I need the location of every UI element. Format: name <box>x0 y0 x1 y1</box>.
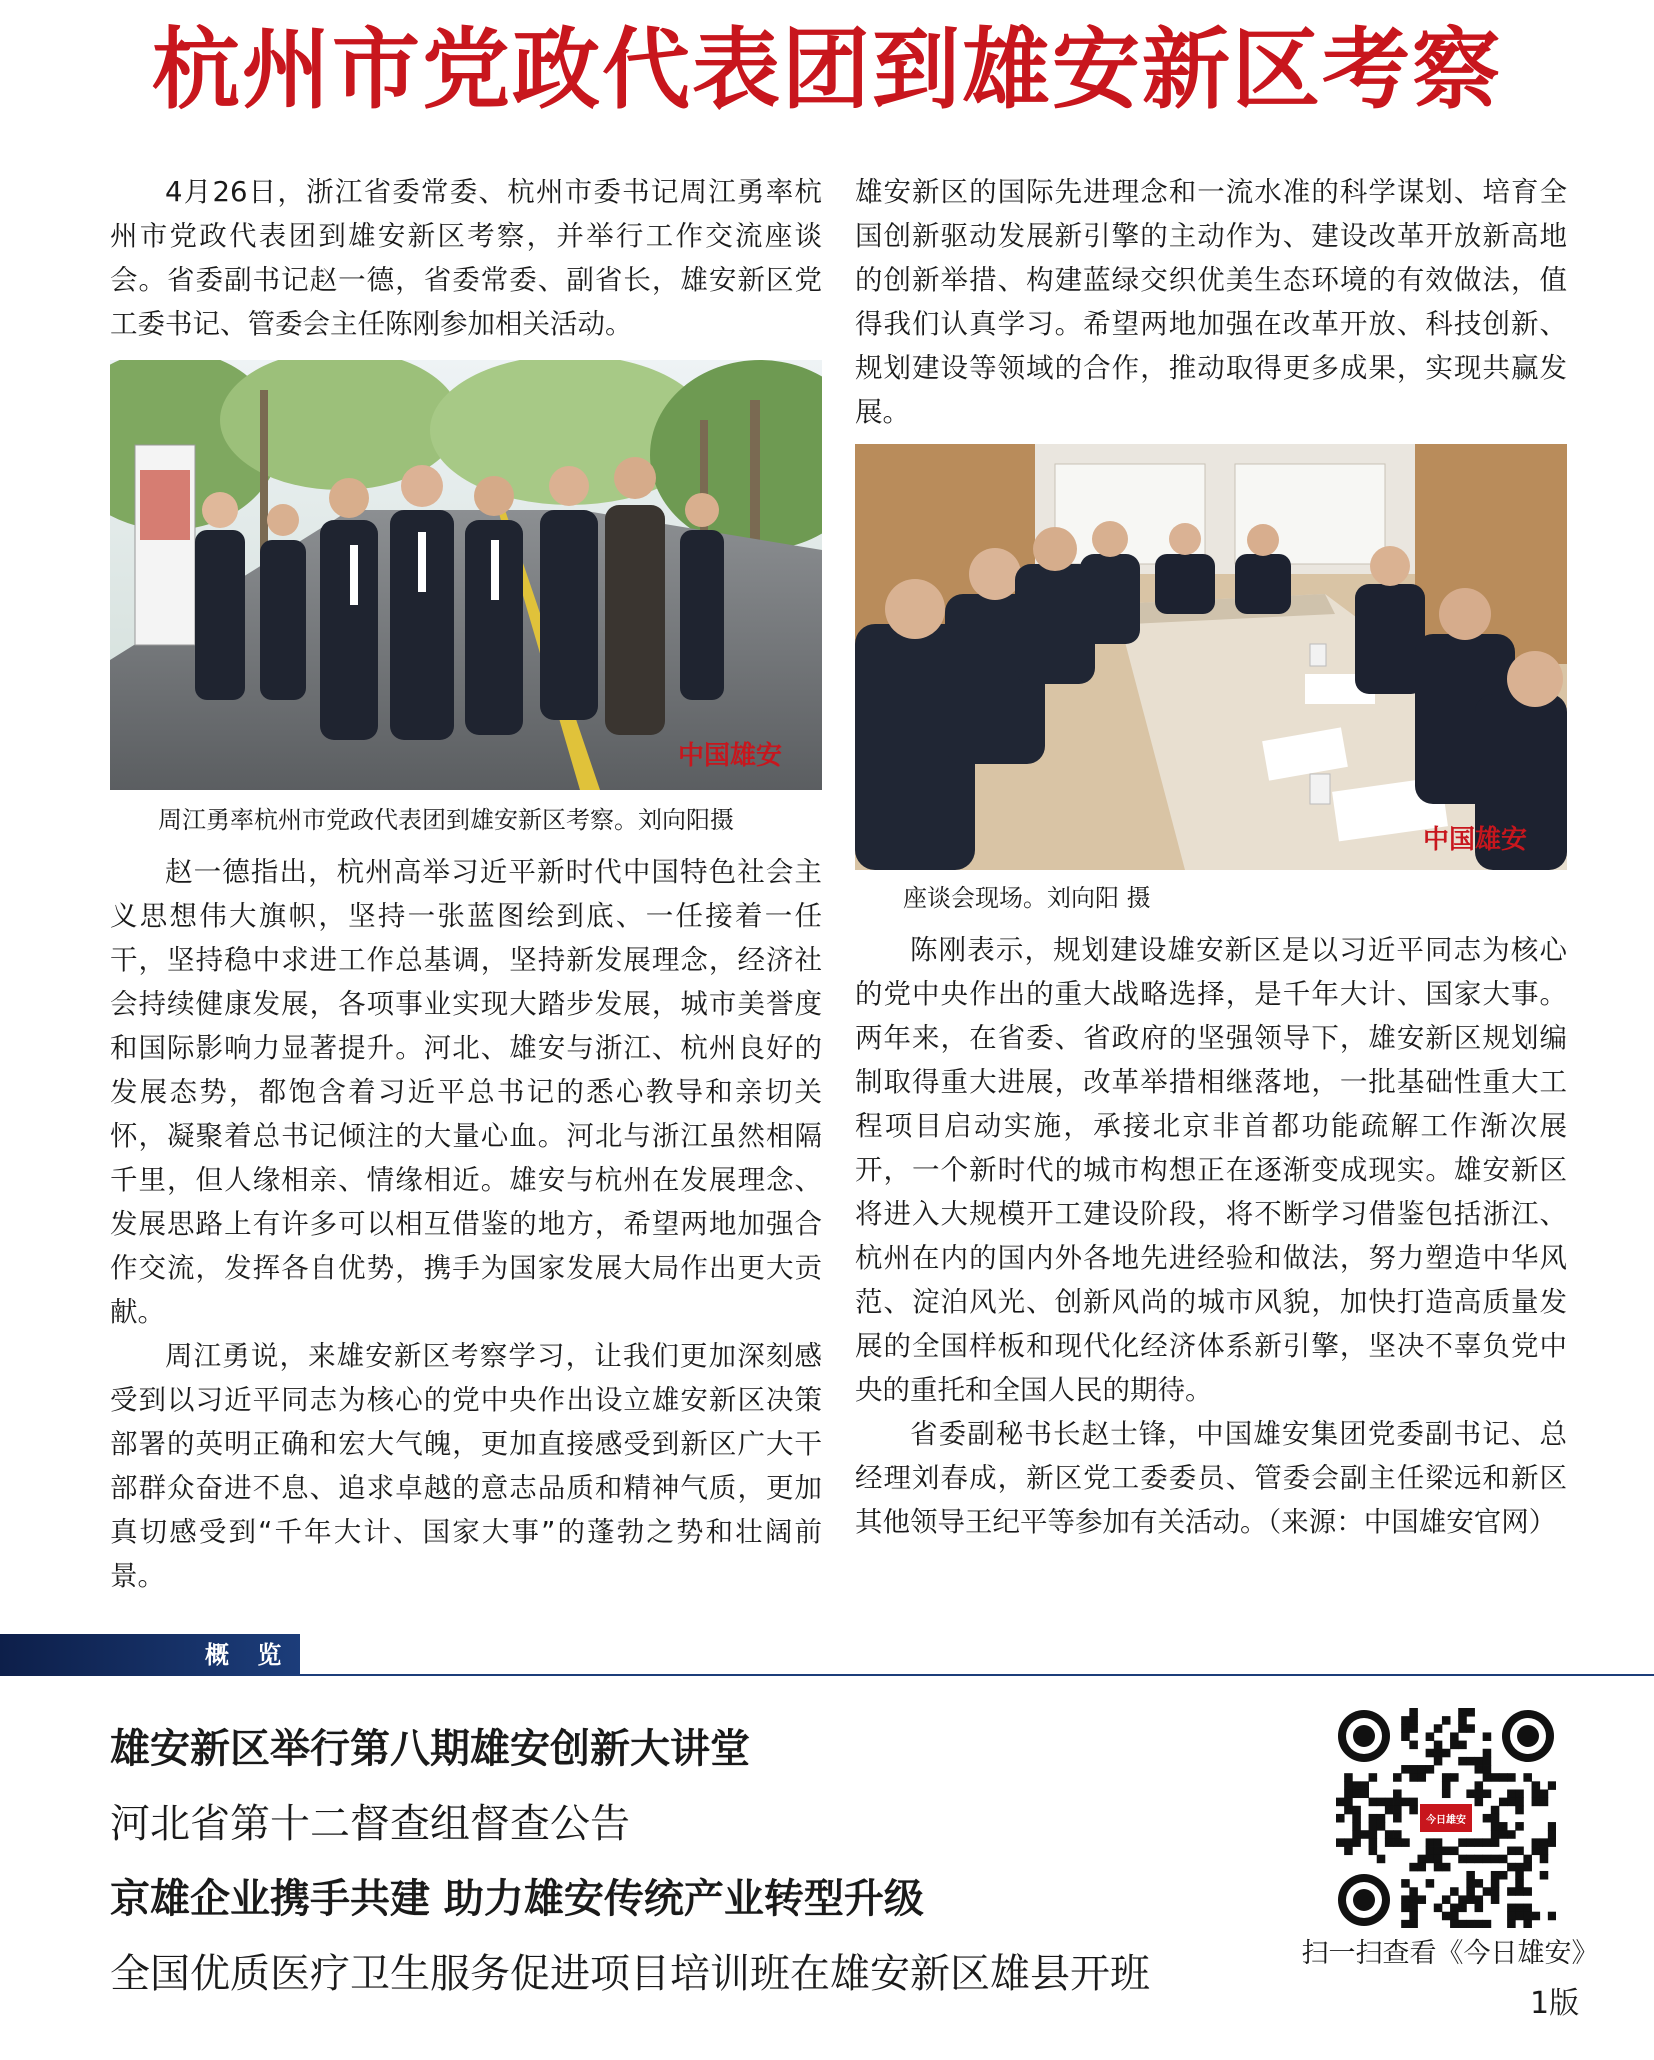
qr-module <box>1442 1749 1451 1758</box>
qr-module <box>1426 1879 1435 1888</box>
qr-module <box>1409 1895 1418 1904</box>
qr-module <box>1515 1879 1524 1888</box>
qr-module <box>1466 1838 1475 1847</box>
qr-module <box>1515 1871 1524 1880</box>
qr-module <box>1491 1806 1500 1815</box>
qr-module <box>1491 1814 1500 1823</box>
qr-module <box>1377 1814 1386 1823</box>
qr-module <box>1507 1773 1516 1782</box>
qr-module <box>1442 1863 1451 1872</box>
qr-module <box>1532 1798 1541 1807</box>
qr-module <box>1548 1838 1556 1847</box>
qr-module <box>1458 1920 1467 1928</box>
qr-module <box>1532 1912 1541 1921</box>
qr-module <box>1523 1904 1532 1913</box>
qr-module <box>1401 1716 1410 1725</box>
qr-module <box>1409 1724 1418 1733</box>
qr-module <box>1515 1789 1524 1798</box>
qr-module <box>1499 1830 1508 1839</box>
qr-module <box>1401 1798 1410 1807</box>
walking-delegation-photo <box>110 360 822 790</box>
meeting-photo-image <box>855 444 1567 870</box>
headline: 杭州市党政代表团到雄安新区考察 <box>151 17 1502 121</box>
qr-module <box>1540 1847 1549 1856</box>
qr-module <box>1483 1789 1492 1798</box>
qr-module <box>1532 1781 1541 1790</box>
qr-module <box>1475 1789 1484 1798</box>
qr-module <box>1401 1838 1410 1847</box>
qr-module <box>1483 1749 1492 1758</box>
qr-module <box>1352 1838 1361 1847</box>
qr-module <box>1442 1789 1451 1798</box>
qr-module <box>1352 1789 1361 1798</box>
qr-module <box>1458 1741 1467 1750</box>
qr-module <box>1352 1822 1361 1831</box>
qr-module <box>1507 1789 1516 1798</box>
qr-module <box>1523 1887 1532 1896</box>
qr-module <box>1360 1781 1369 1790</box>
right-column <box>855 170 1567 1544</box>
qr-module <box>1442 1895 1451 1904</box>
left-paragraph-1: 4月26日，浙江省委常委、杭州市委书记周江勇率杭州市党政代表团到雄安新区考察，并举行工作交流座谈会。省委副书记赵一德，省委常委、副省长，雄安新区党工委书记、管委会主任陈刚参加相关活动。 <box>110 176 822 340</box>
qr-module <box>1475 1855 1484 1864</box>
qr-module <box>1466 1895 1475 1904</box>
qr-module <box>1401 1920 1410 1928</box>
qr-module <box>1369 1773 1378 1782</box>
qr-module <box>1417 1773 1426 1782</box>
qr-module <box>1475 1904 1484 1913</box>
qr-module <box>1393 1798 1402 1807</box>
qr-module <box>1393 1830 1402 1839</box>
qr-module <box>1336 1814 1345 1823</box>
qr-module <box>1369 1838 1378 1847</box>
qr-module <box>1450 1741 1459 1750</box>
qr-module <box>1532 1847 1541 1856</box>
photo-watermark: 中国雄安 <box>677 741 782 771</box>
qr-module <box>1491 1838 1500 1847</box>
qr-module <box>1507 1847 1516 1856</box>
qr-module <box>1434 1838 1443 1847</box>
qr-module <box>1483 1814 1492 1823</box>
qr-module <box>1434 1749 1443 1758</box>
qr-module <box>1393 1806 1402 1815</box>
qr-module <box>1409 1912 1418 1921</box>
qr-module <box>1507 1830 1516 1839</box>
qr-module <box>1434 1724 1443 1733</box>
qr-module <box>1450 1773 1459 1782</box>
overview-divider <box>300 1674 1654 1676</box>
qr-module <box>1417 1765 1426 1774</box>
qr-module <box>1409 1773 1418 1782</box>
qr-module <box>1409 1863 1418 1872</box>
overview-item[interactable]: 雄安新区举行第八期雄安创新大讲堂 <box>110 1726 750 1772</box>
walking-delegation-photo-image <box>110 360 822 790</box>
qr-module <box>1475 1838 1484 1847</box>
qr-module <box>1426 1765 1435 1774</box>
qr-module <box>1426 1855 1435 1864</box>
qr-module <box>1344 1806 1353 1815</box>
qr-module <box>1352 1830 1361 1839</box>
qr-module <box>1540 1855 1549 1864</box>
qr-module <box>1475 1798 1484 1807</box>
qr-module <box>1336 1838 1345 1847</box>
qr-module <box>1523 1855 1532 1864</box>
qr-module <box>1442 1847 1451 1856</box>
qr-module <box>1409 1765 1418 1774</box>
qr-module <box>1466 1708 1475 1717</box>
right-paragraph-2: 陈刚表示，规划建设雄安新区是以习近平同志为核心的党中央作出的重大战略选择，是千年大计、国家大事。两年来，在省委、省政府的坚强领导下，雄安新区规划编制取得重大进展，改革举措相继落地，一批基础性重大工程项目启动实施，承接北京非首都功能疏解工作渐次展开，一个新时代的城市构想正在逐渐变成现实。雄安新区将进入大规模开工建设阶段，将不断学习借鉴包括浙江、杭州在内的国内外各地先进经验和做法，努力塑造中华风范、淀泊风光、创新风尚的城市风貌，加快打造高质量发展的全国样板和现代化经济体系新引擎，坚决不辜负党中央的重托和全国人民的期待。 <box>855 934 1567 1406</box>
qr-module <box>1532 1789 1541 1798</box>
qr-module <box>1523 1773 1532 1782</box>
qr-module <box>1507 1863 1516 1872</box>
qr-module <box>1409 1798 1418 1807</box>
qr-module <box>1442 1912 1451 1921</box>
overview-item[interactable]: 河北省第十二督查组督查公告 <box>110 1801 630 1847</box>
qr-module <box>1483 1773 1492 1782</box>
qr-module <box>1515 1822 1524 1831</box>
qr-module <box>1466 1757 1475 1766</box>
qr-module <box>1548 1822 1556 1831</box>
qr-module <box>1409 1904 1418 1913</box>
qr-module <box>1344 1781 1353 1790</box>
qr-module <box>1532 1838 1541 1847</box>
qr-module <box>1393 1814 1402 1823</box>
qr-module <box>1377 1798 1386 1807</box>
qr-module <box>1475 1879 1484 1888</box>
qr-module <box>1483 1920 1492 1928</box>
overview-banner <box>0 1634 300 1676</box>
qr-module <box>1483 1887 1492 1896</box>
overview-item[interactable]: 全国优质医疗卫生服务促进项目培训班在雄安新区雄县开班 <box>110 1951 1150 1997</box>
qr-module <box>1369 1822 1378 1831</box>
qr-module <box>1352 1814 1361 1823</box>
qr-module <box>1491 1871 1500 1880</box>
qr-module <box>1523 1863 1532 1872</box>
qr-module <box>1458 1716 1467 1725</box>
overview-label: 概 览 <box>205 1641 292 1669</box>
qr-module <box>1434 1863 1443 1872</box>
qr-module <box>1377 1822 1386 1831</box>
qr-module <box>1540 1798 1549 1807</box>
qr-module <box>1475 1765 1484 1774</box>
qr-module <box>1369 1798 1378 1807</box>
qr-module <box>1458 1724 1467 1733</box>
qr-module <box>1515 1904 1524 1913</box>
qr-module <box>1499 1773 1508 1782</box>
qr-module <box>1515 1912 1524 1921</box>
qr-module <box>1483 1765 1492 1774</box>
qr-module <box>1499 1871 1508 1880</box>
overview-item[interactable]: 京雄企业携手共建 助力雄安传统产业转型升级 <box>110 1876 924 1922</box>
qr-module <box>1491 1773 1500 1782</box>
qr-module <box>1434 1741 1443 1750</box>
qr-module <box>1475 1757 1484 1766</box>
qr-module <box>1475 1895 1484 1904</box>
qr-module <box>1515 1863 1524 1872</box>
qr-module <box>1475 1920 1484 1928</box>
left-paragraph-2: 赵一德指出，杭州高举习近平新时代中国特色社会主义思想伟大旗帜，坚持一张蓝图绘到底、一任接着一任干，坚持稳中求进工作总基调，坚持新发展理念，经济社会持续健康发展，各项事业实现大踏步发展，城市美誉度和国际影响力显著提升。河北、雄安与浙江、杭州良好的发展态势，都饱含着习近平总书记的悉心教导和亲切关怀，凝聚着总书记倾注的大量心血。河北与浙江虽然相隔千里，但人缘相亲、情缘相近。雄安与杭州在发展理念、发展思路上有许多可以相互借鉴的地方，希望两地加强合作交流，发挥各自优势，携手为国家发展大局作出更大贡献。 <box>110 856 822 1328</box>
qr-module <box>1491 1895 1500 1904</box>
qr-module <box>1344 1838 1353 1847</box>
qr-module <box>1507 1904 1516 1913</box>
qr-module <box>1352 1781 1361 1790</box>
qr-module <box>1515 1798 1524 1807</box>
qr-module <box>1491 1879 1500 1888</box>
qr-module <box>1458 1708 1467 1717</box>
qr-module <box>1377 1855 1386 1864</box>
qr-module <box>1466 1724 1475 1733</box>
qr-module <box>1523 1920 1532 1928</box>
qr-module <box>1401 1765 1410 1774</box>
qr-finder-bottom-left <box>1338 1874 1390 1926</box>
qr-module <box>1442 1716 1451 1725</box>
qr-module <box>1409 1708 1418 1717</box>
qr-module <box>1401 1879 1410 1888</box>
qr-module <box>1426 1838 1435 1847</box>
qr-module <box>1344 1773 1353 1782</box>
overview-list <box>110 1712 1260 2012</box>
qr-module <box>1336 1798 1345 1807</box>
qr-module <box>1548 1781 1556 1790</box>
qr-module <box>1401 1724 1410 1733</box>
qr-module <box>1401 1732 1410 1741</box>
qr-module <box>1401 1904 1410 1913</box>
qr-module <box>1344 1798 1353 1807</box>
qr-module <box>1352 1806 1361 1815</box>
qr-caption: 扫一扫查看《今日雄安》 <box>1301 1938 1599 1969</box>
qr-finder-top-left <box>1338 1710 1390 1762</box>
qr-module <box>1466 1879 1475 1888</box>
qr-module <box>1434 1904 1443 1913</box>
qr-module <box>1458 1904 1467 1913</box>
qr-logo-text: 今日雄安 <box>1426 1815 1466 1826</box>
right-paragraph-1: 雄安新区的国际先进理念和一流水准的科学谋划、培育全国创新驱动发展新引擎的主动作为、建设改革开放新高地的创新举措、构建蓝绿交织优美生态环境的有效做法，值得我们认真学习。希望两地加强在改革开放、科技创新、规划建设等领域的合作，推动取得更多成果，实现共赢发展。 <box>855 176 1567 428</box>
right-paragraph-3: 省委副秘书长赵士锋，中国雄安集团党委副书记、总经理刘春成，新区党工委委员、管委会副主任梁远和新区其他领导王纪平等参加有关活动。（来源：中国雄安官网） <box>855 1418 1567 1538</box>
qr-module <box>1475 1781 1484 1790</box>
left-photo-caption: 周江勇率杭州市党政代表团到雄安新区考察。刘向阳摄 <box>158 806 734 834</box>
qr-module <box>1442 1773 1451 1782</box>
qr-module <box>1483 1757 1492 1766</box>
qr-module <box>1385 1830 1394 1839</box>
qr-module <box>1540 1871 1549 1880</box>
qr-module <box>1409 1887 1418 1896</box>
qr-module <box>1491 1887 1500 1896</box>
qr-module <box>1499 1798 1508 1807</box>
qr-module <box>1369 1814 1378 1823</box>
qr-module <box>1483 1732 1492 1741</box>
qr-module <box>1409 1741 1418 1750</box>
qr-module <box>1540 1838 1549 1847</box>
qr-module <box>1360 1830 1369 1839</box>
qr-module <box>1369 1847 1378 1856</box>
qr-module <box>1466 1855 1475 1864</box>
qr-module <box>1417 1895 1426 1904</box>
qr-module <box>1458 1838 1467 1847</box>
qr-module <box>1507 1798 1516 1807</box>
qr-module <box>1393 1838 1402 1847</box>
qr-module <box>1466 1920 1475 1928</box>
qr-module <box>1393 1789 1402 1798</box>
qr-module <box>1442 1781 1451 1790</box>
qr-module <box>1450 1847 1459 1856</box>
qr-module <box>1523 1912 1532 1921</box>
page-number: 1版 <box>1530 1986 1580 2021</box>
left-paragraph-3: 周江勇说，来雄安新区考察学习，让我们更加深刻感受到以习近平同志为核心的党中央作出设立雄安新区决策部署的英明正确和宏大气魄，更加直接感受到新区广大干部群众奋进不息、追求卓越的意志品质和精神气质，更加真切感受到“千年大计、国家大事”的蓬勃之势和壮阔前景。 <box>110 1340 822 1592</box>
qr-module <box>1507 1912 1516 1921</box>
right-photo-caption: 座谈会现场。刘向阳 摄 <box>903 884 1151 912</box>
qr-module <box>1515 1887 1524 1896</box>
qr-module <box>1450 1887 1459 1896</box>
qr-module <box>1450 1920 1459 1928</box>
qr-module <box>1385 1838 1394 1847</box>
qr-module <box>1507 1887 1516 1896</box>
qr-module <box>1450 1912 1459 1921</box>
qr-finder-top-right <box>1502 1710 1554 1762</box>
qr-module <box>1360 1789 1369 1798</box>
qr-module <box>1409 1806 1418 1815</box>
qr-module <box>1458 1895 1467 1904</box>
qr-module <box>1507 1920 1516 1928</box>
qr-module <box>1426 1732 1435 1741</box>
qr-module <box>1417 1855 1426 1864</box>
qr-module <box>1409 1716 1418 1725</box>
qr-module <box>1515 1847 1524 1856</box>
qr-module <box>1491 1822 1500 1831</box>
qr-module <box>1540 1789 1549 1798</box>
qr-module <box>1409 1920 1418 1928</box>
qr-module <box>1515 1806 1524 1815</box>
qr-module <box>1483 1855 1492 1864</box>
qr-module <box>1450 1904 1459 1913</box>
qr-module <box>1417 1863 1426 1872</box>
qr-module <box>1369 1830 1378 1839</box>
qr-module <box>1466 1871 1475 1880</box>
qr-module <box>1491 1830 1500 1839</box>
meeting-photo <box>855 444 1567 870</box>
qr-module <box>1344 1789 1353 1798</box>
qr-module <box>1499 1822 1508 1831</box>
qr-module <box>1450 1732 1459 1741</box>
qr-module <box>1548 1912 1556 1921</box>
qr-module <box>1393 1773 1402 1782</box>
qr-module <box>1466 1887 1475 1896</box>
qr-module <box>1458 1855 1467 1864</box>
qr-module <box>1483 1838 1492 1847</box>
qr-module <box>1344 1847 1353 1856</box>
qr-module <box>1434 1847 1443 1856</box>
qr-code-image <box>1336 1708 1556 1928</box>
qr-code[interactable] <box>1336 1708 1556 1928</box>
qr-module <box>1434 1757 1443 1766</box>
qr-module <box>1426 1847 1435 1856</box>
qr-module <box>1548 1830 1556 1839</box>
qr-module <box>1491 1855 1500 1864</box>
qr-module <box>1466 1789 1475 1798</box>
qr-module <box>1426 1749 1435 1758</box>
qr-module <box>1385 1806 1394 1815</box>
qr-module <box>1499 1855 1508 1864</box>
qr-module <box>1434 1855 1443 1864</box>
left-column <box>110 170 822 1598</box>
qr-module <box>1401 1895 1410 1904</box>
photo-watermark: 中国雄安 <box>1422 825 1527 855</box>
qr-module <box>1385 1798 1394 1807</box>
qr-module <box>1458 1757 1467 1766</box>
